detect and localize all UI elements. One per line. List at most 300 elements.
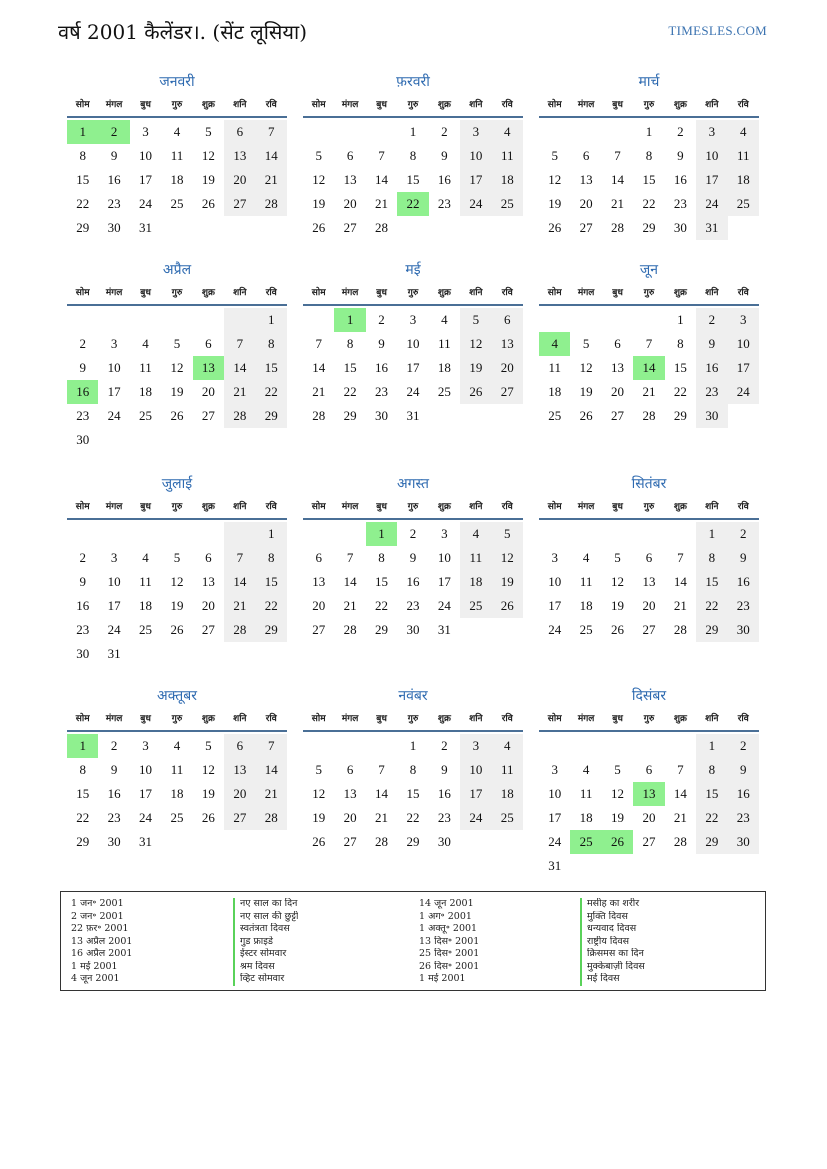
day-cell[interactable]: 20: [579, 196, 593, 211]
day-cell[interactable]: 27: [642, 834, 656, 849]
day-cell[interactable]: 12: [312, 172, 326, 187]
day-cell[interactable]: 26: [602, 830, 633, 854]
day-cell[interactable]: 6: [315, 550, 322, 565]
day-cell[interactable]: 4: [492, 734, 523, 758]
day-cell[interactable]: 4: [460, 522, 491, 546]
day-cell[interactable]: 4: [539, 332, 570, 356]
day-cell[interactable]: 26: [492, 594, 523, 618]
day-cell[interactable]: 6: [224, 120, 255, 144]
day-cell[interactable]: 14: [611, 172, 625, 187]
day-cell[interactable]: 26: [201, 196, 215, 211]
day-cell[interactable]: 20: [201, 384, 215, 399]
day-cell[interactable]: 23: [728, 594, 759, 618]
day-cell[interactable]: 20: [642, 810, 656, 825]
day-cell[interactable]: 23: [437, 196, 451, 211]
day-cell[interactable]: 18: [170, 786, 184, 801]
day-cell[interactable]: 11: [139, 360, 152, 375]
day-cell[interactable]: 26: [201, 810, 215, 825]
day-cell[interactable]: 22: [696, 806, 727, 830]
day-cell[interactable]: 17: [696, 168, 727, 192]
day-cell[interactable]: 5: [614, 550, 621, 565]
day-cell[interactable]: 29: [696, 618, 727, 642]
day-cell[interactable]: 4: [582, 762, 590, 777]
day-cell[interactable]: 30: [728, 618, 759, 642]
day-cell[interactable]: 15: [343, 360, 357, 375]
day-cell[interactable]: 24: [107, 622, 121, 637]
day-cell[interactable]: 10: [696, 144, 727, 168]
day-cell[interactable]: 7: [315, 336, 322, 351]
day-cell[interactable]: 23: [673, 196, 687, 211]
day-cell[interactable]: 25: [492, 806, 523, 830]
day-cell[interactable]: 27: [343, 834, 357, 849]
day-cell[interactable]: 11: [460, 546, 491, 570]
day-cell[interactable]: 15: [406, 172, 420, 187]
day-cell[interactable]: 1: [645, 124, 653, 139]
day-cell[interactable]: 3: [409, 312, 417, 327]
day-cell[interactable]: 16: [107, 172, 121, 187]
day-cell[interactable]: 4: [142, 336, 149, 351]
day-cell[interactable]: 13: [193, 356, 224, 380]
day-cell[interactable]: 30: [375, 408, 389, 423]
day-cell[interactable]: 29: [375, 622, 389, 637]
day-cell[interactable]: 11: [170, 148, 184, 163]
day-cell[interactable]: 13: [224, 144, 255, 168]
day-cell[interactable]: 1: [366, 522, 397, 546]
day-cell[interactable]: 30: [107, 220, 121, 235]
day-cell[interactable]: 23: [107, 196, 121, 211]
day-cell[interactable]: 20: [201, 598, 215, 613]
day-cell[interactable]: 2: [79, 550, 86, 565]
day-cell[interactable]: 15: [76, 172, 90, 187]
day-cell[interactable]: 14: [224, 356, 255, 380]
day-cell[interactable]: 10: [107, 360, 121, 375]
day-cell[interactable]: 21: [256, 168, 287, 192]
day-cell[interactable]: 31: [548, 858, 562, 873]
day-cell[interactable]: 25: [460, 594, 491, 618]
day-cell[interactable]: 12: [579, 360, 593, 375]
day-cell[interactable]: 13: [343, 172, 357, 187]
day-cell[interactable]: 18: [579, 810, 593, 825]
day-cell[interactable]: 11: [139, 574, 152, 589]
day-cell[interactable]: 12: [548, 172, 562, 187]
day-cell[interactable]: 17: [437, 574, 451, 589]
day-cell[interactable]: 13: [642, 574, 656, 589]
day-cell[interactable]: 6: [205, 550, 212, 565]
day-cell[interactable]: 22: [673, 384, 687, 399]
day-cell[interactable]: 6: [346, 148, 354, 163]
day-cell[interactable]: 9: [696, 332, 727, 356]
day-cell[interactable]: 19: [611, 598, 625, 613]
day-cell[interactable]: 14: [633, 356, 664, 380]
day-cell[interactable]: 21: [673, 810, 687, 825]
day-cell[interactable]: 19: [312, 810, 326, 825]
day-cell[interactable]: 26: [579, 408, 593, 423]
day-cell[interactable]: 18: [437, 360, 451, 375]
day-cell[interactable]: 3: [696, 120, 727, 144]
day-cell[interactable]: 25: [492, 192, 523, 216]
day-cell[interactable]: 28: [256, 192, 287, 216]
day-cell[interactable]: 29: [642, 220, 656, 235]
day-cell[interactable]: 15: [76, 786, 90, 801]
day-cell[interactable]: 7: [256, 120, 287, 144]
day-cell[interactable]: 7: [677, 762, 684, 777]
day-cell[interactable]: 17: [139, 172, 153, 187]
day-cell[interactable]: 29: [256, 618, 287, 642]
day-cell[interactable]: 27: [224, 192, 255, 216]
day-cell[interactable]: 14: [224, 570, 255, 594]
day-cell[interactable]: 29: [76, 220, 90, 235]
day-cell[interactable]: 14: [375, 172, 389, 187]
day-cell[interactable]: 14: [256, 144, 287, 168]
day-cell[interactable]: 1: [256, 522, 287, 546]
day-cell[interactable]: 10: [107, 574, 121, 589]
day-cell[interactable]: 28: [673, 622, 687, 637]
day-cell[interactable]: 8: [256, 546, 287, 570]
day-cell[interactable]: 2: [696, 308, 727, 332]
day-cell[interactable]: 1: [334, 308, 365, 332]
day-cell[interactable]: 18: [460, 570, 491, 594]
day-cell[interactable]: 18: [139, 598, 153, 613]
day-cell[interactable]: 6: [582, 148, 590, 163]
day-cell[interactable]: 29: [256, 404, 287, 428]
day-cell[interactable]: 12: [170, 360, 184, 375]
day-cell[interactable]: 14: [312, 360, 326, 375]
day-cell[interactable]: 29: [696, 830, 727, 854]
day-cell[interactable]: 20: [224, 168, 255, 192]
day-cell[interactable]: 24: [406, 384, 420, 399]
day-cell[interactable]: 27: [201, 408, 215, 423]
day-cell[interactable]: 8: [378, 550, 385, 565]
day-cell[interactable]: 23: [375, 384, 389, 399]
day-cell[interactable]: 6: [224, 734, 255, 758]
day-cell[interactable]: 28: [375, 220, 389, 235]
day-cell[interactable]: 4: [173, 124, 181, 139]
day-cell[interactable]: 9: [677, 148, 684, 163]
day-cell[interactable]: 10: [437, 550, 451, 565]
day-cell[interactable]: 16: [107, 786, 121, 801]
day-cell[interactable]: 17: [139, 786, 153, 801]
day-cell[interactable]: 12: [170, 574, 184, 589]
day-cell[interactable]: 21: [673, 598, 687, 613]
day-cell[interactable]: 21: [642, 384, 656, 399]
day-cell[interactable]: 25: [170, 196, 184, 211]
day-cell[interactable]: 29: [76, 834, 90, 849]
day-cell[interactable]: 8: [256, 332, 287, 356]
day-cell[interactable]: 2: [728, 734, 759, 758]
day-cell[interactable]: 19: [611, 810, 625, 825]
day-cell[interactable]: 5: [460, 308, 491, 332]
day-cell[interactable]: 9: [378, 336, 385, 351]
day-cell[interactable]: 5: [173, 336, 181, 351]
day-cell[interactable]: 7: [378, 762, 385, 777]
day-cell[interactable]: 9: [728, 546, 759, 570]
day-cell[interactable]: 1: [677, 312, 684, 327]
day-cell[interactable]: 24: [107, 408, 121, 423]
day-cell[interactable]: 11: [579, 786, 593, 801]
day-cell[interactable]: 6: [614, 336, 621, 351]
day-cell[interactable]: 22: [76, 196, 90, 211]
day-cell[interactable]: 26: [170, 622, 184, 637]
day-cell[interactable]: 21: [224, 594, 255, 618]
day-cell[interactable]: 10: [460, 144, 491, 168]
day-cell[interactable]: 27: [312, 622, 326, 637]
day-cell[interactable]: 30: [673, 220, 687, 235]
day-cell[interactable]: 23: [76, 622, 90, 637]
day-cell[interactable]: 16: [437, 786, 451, 801]
day-cell[interactable]: 3: [441, 526, 448, 541]
day-cell[interactable]: 17: [548, 810, 562, 825]
day-cell[interactable]: 25: [170, 810, 184, 825]
day-cell[interactable]: 20: [611, 384, 625, 399]
day-cell[interactable]: 13: [201, 574, 215, 589]
day-cell[interactable]: 20: [642, 598, 656, 613]
day-cell[interactable]: 16: [728, 782, 759, 806]
day-cell[interactable]: 16: [76, 598, 90, 613]
day-cell[interactable]: 31: [437, 622, 451, 637]
day-cell[interactable]: 3: [551, 762, 558, 777]
day-cell[interactable]: 24: [460, 192, 491, 216]
day-cell[interactable]: 29: [673, 408, 687, 423]
day-cell[interactable]: 20: [492, 356, 523, 380]
day-cell[interactable]: 7: [224, 332, 255, 356]
day-cell[interactable]: 9: [110, 148, 118, 163]
day-cell[interactable]: 3: [551, 550, 558, 565]
day-cell[interactable]: 18: [492, 782, 523, 806]
day-cell[interactable]: 8: [409, 148, 417, 163]
day-cell[interactable]: 8: [79, 148, 86, 163]
day-cell[interactable]: 11: [728, 144, 759, 168]
day-cell[interactable]: 25: [139, 408, 153, 423]
day-cell[interactable]: 19: [312, 196, 326, 211]
site-link[interactable]: TIMESLES.COM: [668, 23, 767, 38]
day-cell[interactable]: 8: [645, 148, 653, 163]
day-cell[interactable]: 18: [139, 384, 153, 399]
day-cell[interactable]: 14: [375, 786, 389, 801]
day-cell[interactable]: 26: [611, 622, 625, 637]
day-cell[interactable]: 6: [492, 308, 523, 332]
day-cell[interactable]: 23: [437, 810, 451, 825]
day-cell[interactable]: 18: [170, 172, 184, 187]
day-cell[interactable]: 16: [406, 574, 420, 589]
day-cell[interactable]: 23: [107, 810, 121, 825]
day-cell[interactable]: 15: [696, 782, 727, 806]
day-cell[interactable]: 28: [256, 806, 287, 830]
day-cell[interactable]: 9: [79, 574, 86, 589]
day-cell[interactable]: 28: [642, 408, 656, 423]
day-cell[interactable]: 11: [438, 336, 451, 351]
day-cell[interactable]: 3: [110, 550, 118, 565]
day-cell[interactable]: 5: [173, 550, 181, 565]
day-cell[interactable]: 15: [375, 574, 389, 589]
day-cell[interactable]: 3: [460, 734, 491, 758]
day-cell[interactable]: 21: [224, 380, 255, 404]
day-cell[interactable]: 23: [728, 806, 759, 830]
day-cell[interactable]: 18: [548, 384, 562, 399]
day-cell[interactable]: 17: [460, 168, 491, 192]
day-cell[interactable]: 26: [460, 380, 491, 404]
day-cell[interactable]: 15: [696, 570, 727, 594]
day-cell[interactable]: 23: [696, 380, 727, 404]
day-cell[interactable]: 27: [201, 622, 215, 637]
day-cell[interactable]: 25: [548, 408, 562, 423]
day-cell[interactable]: 27: [492, 380, 523, 404]
day-cell[interactable]: 30: [76, 432, 90, 447]
day-cell[interactable]: 20: [224, 782, 255, 806]
day-cell[interactable]: 25: [579, 622, 593, 637]
day-cell[interactable]: 14: [673, 574, 687, 589]
day-cell[interactable]: 13: [492, 332, 523, 356]
day-cell[interactable]: 25: [437, 384, 451, 399]
day-cell[interactable]: 27: [579, 220, 593, 235]
day-cell[interactable]: 27: [642, 622, 656, 637]
day-cell[interactable]: 3: [728, 308, 759, 332]
day-cell[interactable]: 28: [312, 408, 326, 423]
day-cell[interactable]: 14: [673, 786, 687, 801]
day-cell[interactable]: 10: [139, 148, 153, 163]
day-cell[interactable]: 15: [642, 172, 656, 187]
day-cell[interactable]: 8: [696, 758, 727, 782]
day-cell[interactable]: 19: [579, 384, 593, 399]
day-cell[interactable]: 1: [696, 734, 727, 758]
day-cell[interactable]: 23: [406, 598, 420, 613]
day-cell[interactable]: 24: [460, 806, 491, 830]
day-cell[interactable]: 11: [492, 758, 523, 782]
day-cell[interactable]: 7: [645, 336, 653, 351]
day-cell[interactable]: 9: [409, 550, 417, 565]
day-cell[interactable]: 23: [76, 408, 90, 423]
day-cell[interactable]: 2: [441, 738, 448, 753]
day-cell[interactable]: 12: [201, 148, 215, 163]
day-cell[interactable]: 30: [406, 622, 420, 637]
day-cell[interactable]: 5: [582, 336, 590, 351]
day-cell[interactable]: 21: [611, 196, 625, 211]
day-cell[interactable]: 19: [201, 786, 215, 801]
day-cell[interactable]: 13: [579, 172, 593, 187]
day-cell[interactable]: 8: [346, 336, 354, 351]
day-cell[interactable]: 7: [378, 148, 385, 163]
day-cell[interactable]: 24: [139, 810, 153, 825]
day-cell[interactable]: 20: [312, 598, 326, 613]
day-cell[interactable]: 30: [696, 404, 727, 428]
day-cell[interactable]: 17: [460, 782, 491, 806]
day-cell[interactable]: 22: [375, 598, 389, 613]
day-cell[interactable]: 12: [201, 762, 215, 777]
day-cell[interactable]: 20: [343, 196, 357, 211]
day-cell[interactable]: 31: [696, 216, 727, 240]
day-cell[interactable]: 9: [441, 762, 448, 777]
day-cell[interactable]: 5: [492, 522, 523, 546]
day-cell[interactable]: 8: [79, 762, 86, 777]
day-cell[interactable]: 31: [406, 408, 420, 423]
day-cell[interactable]: 13: [611, 360, 625, 375]
day-cell[interactable]: 9: [79, 360, 86, 375]
day-cell[interactable]: 19: [492, 570, 523, 594]
day-cell[interactable]: 6: [645, 762, 653, 777]
day-cell[interactable]: 4: [728, 120, 759, 144]
day-cell[interactable]: 11: [170, 762, 184, 777]
day-cell[interactable]: 15: [673, 360, 687, 375]
day-cell[interactable]: 28: [673, 834, 687, 849]
day-cell[interactable]: 3: [460, 120, 491, 144]
day-cell[interactable]: 15: [256, 570, 287, 594]
day-cell[interactable]: 10: [728, 332, 759, 356]
day-cell[interactable]: 19: [548, 196, 562, 211]
day-cell[interactable]: 24: [548, 834, 562, 849]
day-cell[interactable]: 5: [551, 148, 558, 163]
day-cell[interactable]: 15: [406, 786, 420, 801]
day-cell[interactable]: 26: [312, 220, 326, 235]
day-cell[interactable]: 4: [441, 312, 448, 327]
day-cell[interactable]: 10: [548, 786, 562, 801]
day-cell[interactable]: 21: [375, 810, 389, 825]
day-cell[interactable]: 19: [201, 172, 215, 187]
day-cell[interactable]: 29: [406, 834, 420, 849]
day-cell[interactable]: 22: [256, 380, 287, 404]
day-cell[interactable]: 13: [312, 574, 326, 589]
day-cell[interactable]: 31: [107, 646, 121, 661]
day-cell[interactable]: 1: [409, 124, 417, 139]
day-cell[interactable]: 17: [107, 384, 121, 399]
day-cell[interactable]: 7: [614, 148, 621, 163]
day-cell[interactable]: 25: [139, 622, 153, 637]
day-cell[interactable]: 22: [696, 594, 727, 618]
day-cell[interactable]: 16: [696, 356, 727, 380]
day-cell[interactable]: 25: [728, 192, 759, 216]
day-cell[interactable]: 2: [441, 124, 448, 139]
day-cell[interactable]: 1: [67, 120, 98, 144]
day-cell[interactable]: 1: [696, 522, 727, 546]
day-cell[interactable]: 6: [205, 336, 212, 351]
day-cell[interactable]: 6: [645, 550, 653, 565]
day-cell[interactable]: 30: [76, 646, 90, 661]
day-cell[interactable]: 5: [205, 124, 212, 139]
day-cell[interactable]: 9: [110, 762, 118, 777]
day-cell[interactable]: 21: [312, 384, 326, 399]
day-cell[interactable]: 17: [107, 598, 121, 613]
day-cell[interactable]: 3: [142, 124, 149, 139]
day-cell[interactable]: 18: [579, 598, 593, 613]
day-cell[interactable]: 22: [343, 384, 357, 399]
day-cell[interactable]: 7: [256, 734, 287, 758]
day-cell[interactable]: 26: [548, 220, 562, 235]
day-cell[interactable]: 26: [312, 834, 326, 849]
day-cell[interactable]: 11: [579, 574, 593, 589]
day-cell[interactable]: 20: [343, 810, 357, 825]
day-cell[interactable]: 8: [696, 546, 727, 570]
day-cell[interactable]: 12: [492, 546, 523, 570]
day-cell[interactable]: 17: [548, 598, 562, 613]
day-cell[interactable]: 19: [170, 598, 184, 613]
day-cell[interactable]: 2: [677, 124, 684, 139]
day-cell[interactable]: 13: [224, 758, 255, 782]
day-cell[interactable]: 4: [582, 550, 590, 565]
day-cell[interactable]: 27: [224, 806, 255, 830]
day-cell[interactable]: 28: [375, 834, 389, 849]
day-cell[interactable]: 28: [611, 220, 625, 235]
day-cell[interactable]: 2: [98, 120, 129, 144]
day-cell[interactable]: 4: [142, 550, 149, 565]
day-cell[interactable]: 16: [67, 380, 98, 404]
day-cell[interactable]: 3: [142, 738, 149, 753]
day-cell[interactable]: 14: [343, 574, 357, 589]
day-cell[interactable]: 12: [611, 786, 625, 801]
day-cell[interactable]: 10: [460, 758, 491, 782]
day-cell[interactable]: 24: [728, 380, 759, 404]
day-cell[interactable]: 30: [107, 834, 121, 849]
day-cell[interactable]: 22: [256, 594, 287, 618]
day-cell[interactable]: 22: [406, 810, 420, 825]
day-cell[interactable]: 24: [548, 622, 562, 637]
